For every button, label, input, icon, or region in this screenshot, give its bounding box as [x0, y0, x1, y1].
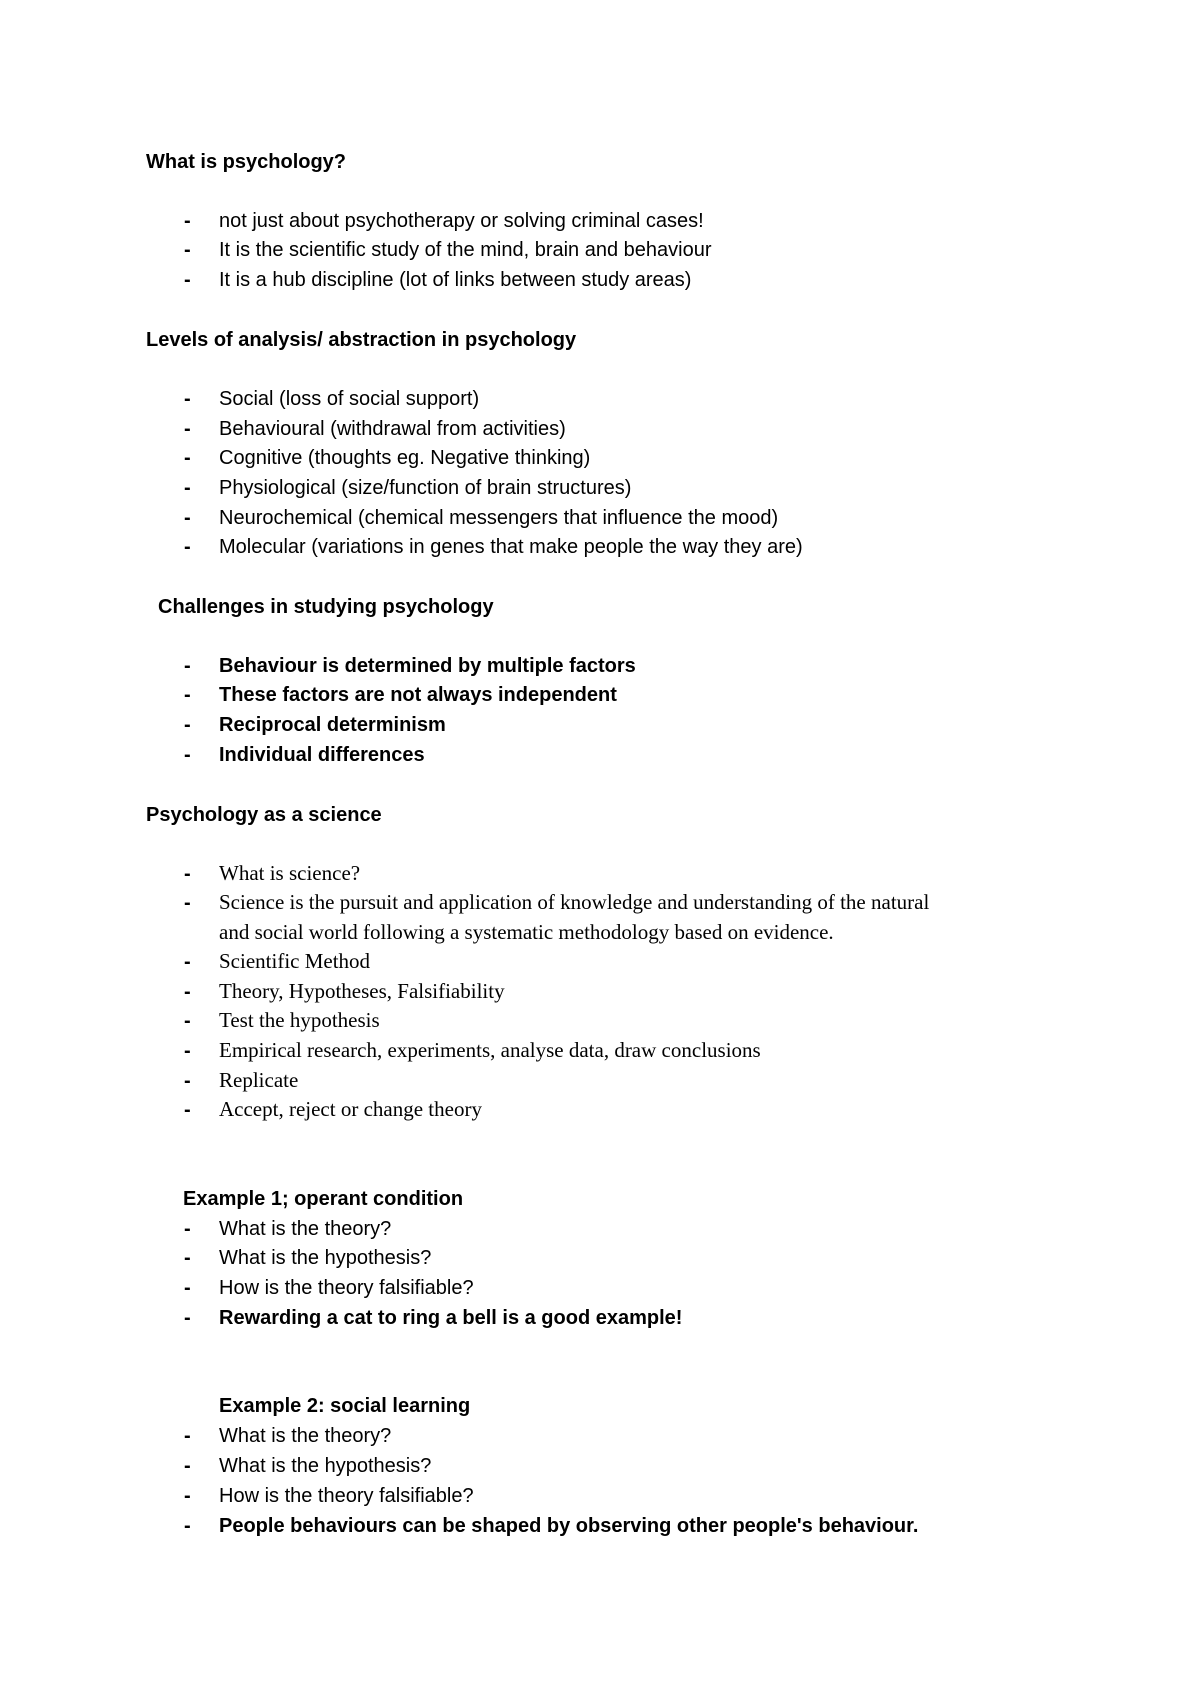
bullet-dash: - [184, 1040, 191, 1062]
list-item: Theory, Hypotheses, Falsifiability [219, 979, 505, 1003]
list-item: Physiological (size/function of brain structures) [219, 477, 632, 499]
section-heading-levels-of-analysis: Levels of analysis/ abstraction in psychology [146, 329, 577, 351]
section-heading-example-1: Example 1; operant condition [183, 1188, 464, 1210]
list-item: What is the theory? [219, 1218, 392, 1240]
list-item: Replicate [219, 1068, 299, 1092]
list-item: Cognitive (thoughts eg. Negative thinking) [219, 447, 591, 469]
bullet-dash: - [184, 684, 191, 706]
section-heading-example-2: Example 2: social learning [219, 1395, 471, 1417]
bullet-dash: - [184, 507, 191, 529]
bullet-dash: - [184, 269, 191, 291]
bullet-dash: - [184, 477, 191, 499]
bullet-dash: - [184, 1099, 191, 1121]
list-item: These factors are not always independent [219, 684, 617, 706]
bullet-dash: - [184, 1485, 191, 1507]
list-item: Neurochemical (chemical messengers that influence the mood) [219, 507, 779, 529]
bullet-dash: - [184, 1070, 191, 1092]
list-item: Scientific Method [219, 949, 371, 973]
list-item: Science is the pursuit and application of knowledge and understanding of the natural [219, 890, 930, 914]
list-item: Reciprocal determinism [219, 714, 446, 736]
bullet-dash: - [184, 1218, 191, 1240]
bullet-dash: - [184, 388, 191, 410]
list-item: Test the hypothesis [219, 1008, 380, 1032]
list-item: Individual differences [219, 744, 425, 766]
list-item: People behaviours can be shaped by observing other people's behaviour. [219, 1515, 919, 1537]
bullet-dash: - [184, 1455, 191, 1477]
bullet-dash: - [184, 714, 191, 736]
bullet-dash: - [184, 536, 191, 558]
section-heading-what-is-psychology: What is psychology? [146, 151, 347, 173]
bullet-dash: - [184, 655, 191, 677]
list-item: How is the theory falsifiable? [219, 1485, 474, 1507]
list-item: Behaviour is determined by multiple factors [219, 655, 636, 677]
section-heading-challenges: Challenges in studying psychology [158, 596, 494, 618]
list-item: Rewarding a cat to ring a bell is a good example! [219, 1307, 683, 1329]
list-item: Behavioural (withdrawal from activities) [219, 418, 566, 440]
list-item: Molecular (variations in genes that make people the way they are) [219, 536, 803, 558]
list-item: Accept, reject or change theory [219, 1097, 482, 1121]
list-item: How is the theory falsifiable? [219, 1277, 474, 1299]
list-item: What is the hypothesis? [219, 1455, 432, 1477]
bullet-dash: - [184, 1425, 191, 1447]
bullet-dash: - [184, 1277, 191, 1299]
list-item: It is the scientific study of the mind, brain and behaviour [219, 239, 712, 261]
list-item: What is science? [219, 861, 361, 885]
bullet-dash: - [184, 1307, 191, 1329]
bullet-dash: - [184, 1515, 191, 1537]
bullet-dash: - [184, 239, 191, 261]
bullet-dash: - [184, 447, 191, 469]
list-item-continuation: and social world following a systematic methodology based on evidence. [219, 920, 834, 944]
list-item: Empirical research, experiments, analyse data, draw conclusions [219, 1038, 761, 1062]
list-item: What is the hypothesis? [219, 1247, 432, 1269]
list-item: What is the theory? [219, 1425, 392, 1447]
bullet-dash: - [184, 210, 191, 232]
list-item: not just about psychotherapy or solving criminal cases! [219, 210, 704, 232]
bullet-dash: - [184, 744, 191, 766]
bullet-dash: - [184, 1247, 191, 1269]
list-item: Social (loss of social support) [219, 388, 480, 410]
list-item: It is a hub discipline (lot of links between study areas) [219, 269, 692, 291]
section-heading-psychology-as-science: Psychology as a science [146, 804, 382, 826]
bullet-dash: - [184, 892, 191, 914]
bullet-dash: - [184, 951, 191, 973]
bullet-dash: - [184, 418, 191, 440]
bullet-dash: - [184, 981, 191, 1003]
bullet-dash: - [184, 1010, 191, 1032]
bullet-dash: - [184, 863, 191, 885]
